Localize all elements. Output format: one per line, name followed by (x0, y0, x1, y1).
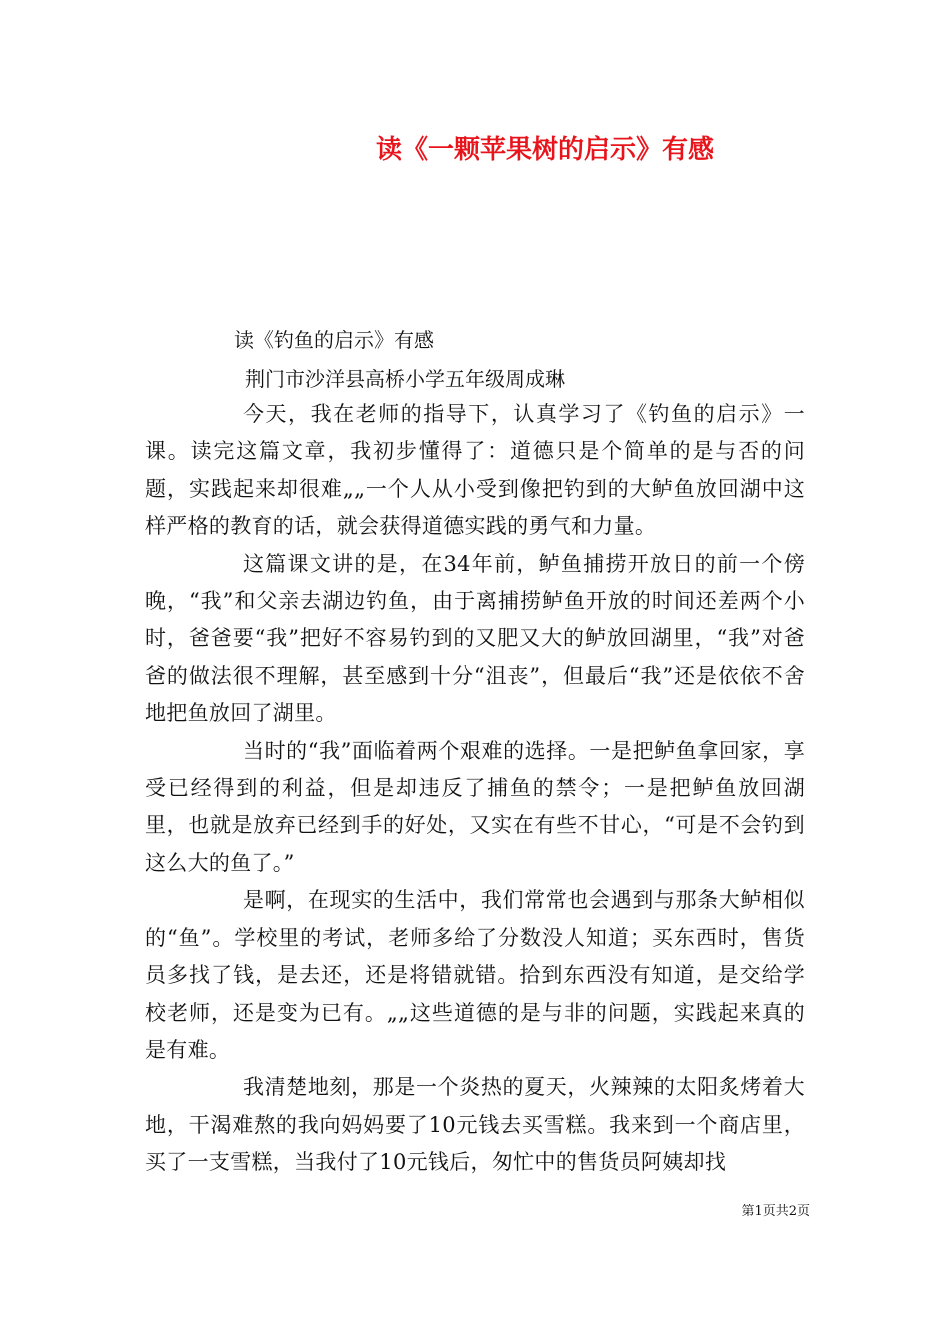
page-number-footer: 第1页共2页 (741, 1204, 810, 1219)
page-title: 读《一颗苹果树的启示》有感 (375, 135, 714, 165)
paragraph: 今天，我在老师的指导下，认真学习了《钓鱼的启示》一课。读完这篇文章，我初步懂得了：道德只是个简单的是与否的问题，实践起来却很难„„一个人从小受到像把钓到的大鲈鱼放回湖中这样严格的教育的话，就会获得道德实践的勇气和力量。 (145, 402, 805, 539)
paragraph: 我清楚地刻，那是一个炎热的夏天，火辣辣的太阳炙烤着大地，干渴难熬的我向妈妈要了10元钱去买雪糕。我来到一个商店里，买了一支雪糕，当我付了10元钱后，匆忙中的售货员阿姨却找 (145, 1075, 805, 1175)
author-line: 荆门市沙洋县高桥小学五年级周成琳 (245, 367, 565, 391)
paragraph: 这篇课文讲的是，在34年前，鲈鱼捕捞开放日的前一个傍晚，“我”和父亲去湖边钓鱼，由于离捕捞鲈鱼开放的时间还差两个小时，爸爸要“我”把好不容易钓到的又肥又大的鲈放回湖里，“我”对爸爸的做法很不理解，甚至感到十分“沮丧”，但最后“我”还是依依不舍地把鱼放回了湖里。 (145, 551, 805, 726)
article-body (145, 396, 805, 1182)
article-title: 读《钓鱼的启示》有感 (234, 328, 434, 352)
paragraph: 是啊，在现实的生活中，我们常常也会遇到与那条大鲈相似的“鱼”。学校里的考试，老师多给了分数没人知道；买东西时，售货员多找了钱，是去还，还是将错就错。拾到东西没有知道，是交给学校老师，还是变为已有。„„这些道德的是与非的问题，实践起来真的是有难。 (145, 888, 805, 1062)
paragraph: 当时的“我”面临着两个艰难的选择。一是把鲈鱼拿回家，享受已经得到的利益，但是却违反了捕鱼的禁令；一是把鲈鱼放回湖里，也就是放弃已经到手的好处，又实在有些不甘心，“可是不会钓到这么大的鱼了。” (145, 738, 805, 875)
